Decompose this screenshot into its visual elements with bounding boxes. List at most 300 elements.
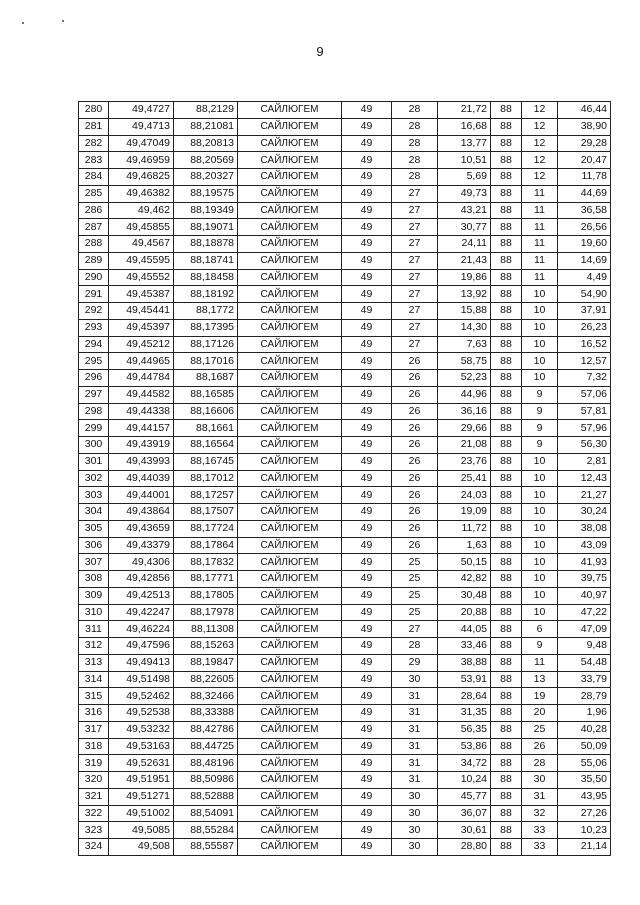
longitude-cell: 88,17126: [174, 336, 238, 353]
coordinates-table: [78, 101, 611, 856]
point-number-cell: 307: [79, 554, 109, 571]
lon-seconds-cell: 43,95: [558, 788, 611, 805]
place-name-cell: САЙЛЮГЕМ: [238, 118, 342, 135]
point-number-cell: 303: [79, 487, 109, 504]
table-row: [79, 604, 611, 621]
lon-degrees-cell: 88: [491, 755, 522, 772]
longitude-cell: 88,17805: [174, 587, 238, 604]
point-number-cell: 280: [79, 102, 109, 119]
place-name-cell: САЙЛЮГЕМ: [238, 638, 342, 655]
lat-degrees-cell: 49: [342, 286, 392, 303]
latitude-cell: 49,52538: [109, 705, 174, 722]
lat-minutes-cell: 27: [392, 219, 438, 236]
place-name-cell: САЙЛЮГЕМ: [238, 487, 342, 504]
point-number-cell: 313: [79, 654, 109, 671]
lon-seconds-cell: 38,90: [558, 118, 611, 135]
lat-minutes-cell: 26: [392, 353, 438, 370]
place-name-cell: САЙЛЮГЕМ: [238, 788, 342, 805]
latitude-cell: 49,45552: [109, 269, 174, 286]
longitude-cell: 88,17507: [174, 504, 238, 521]
table-row: [79, 755, 611, 772]
place-name-cell: САЙЛЮГЕМ: [238, 353, 342, 370]
lon-seconds-cell: 38,08: [558, 520, 611, 537]
latitude-cell: 49,5085: [109, 822, 174, 839]
lon-degrees-cell: 88: [491, 219, 522, 236]
point-number-cell: 301: [79, 453, 109, 470]
latitude-cell: 49,45397: [109, 319, 174, 336]
point-number-cell: 316: [79, 705, 109, 722]
longitude-cell: 88,17395: [174, 319, 238, 336]
lat-minutes-cell: 30: [392, 822, 438, 839]
lon-minutes-cell: 11: [522, 654, 558, 671]
lon-degrees-cell: 88: [491, 236, 522, 253]
lat-seconds-cell: 19,86: [438, 269, 491, 286]
latitude-cell: 49,47596: [109, 638, 174, 655]
lat-seconds-cell: 28,80: [438, 839, 491, 856]
table-row: [79, 386, 611, 403]
lon-degrees-cell: 88: [491, 370, 522, 387]
lon-degrees-cell: 88: [491, 487, 522, 504]
table-row: [79, 303, 611, 320]
lat-seconds-cell: 53,86: [438, 738, 491, 755]
lat-degrees-cell: 49: [342, 654, 392, 671]
lat-seconds-cell: 14,30: [438, 319, 491, 336]
lat-minutes-cell: 31: [392, 772, 438, 789]
point-number-cell: 287: [79, 219, 109, 236]
lat-seconds-cell: 58,75: [438, 353, 491, 370]
lat-minutes-cell: 26: [392, 504, 438, 521]
lat-minutes-cell: 25: [392, 604, 438, 621]
lat-seconds-cell: 21,72: [438, 102, 491, 119]
place-name-cell: САЙЛЮГЕМ: [238, 303, 342, 320]
table-row: [79, 269, 611, 286]
lon-minutes-cell: 10: [522, 470, 558, 487]
lat-seconds-cell: 24,11: [438, 236, 491, 253]
lon-seconds-cell: 55,06: [558, 755, 611, 772]
lon-seconds-cell: 12,43: [558, 470, 611, 487]
longitude-cell: 88,1687: [174, 370, 238, 387]
lat-seconds-cell: 38,88: [438, 654, 491, 671]
lon-minutes-cell: 12: [522, 102, 558, 119]
longitude-cell: 88,16585: [174, 386, 238, 403]
point-number-cell: 290: [79, 269, 109, 286]
place-name-cell: САЙЛЮГЕМ: [238, 738, 342, 755]
lat-seconds-cell: 15,88: [438, 303, 491, 320]
lon-seconds-cell: 1,96: [558, 705, 611, 722]
lat-degrees-cell: 49: [342, 319, 392, 336]
lat-minutes-cell: 26: [392, 453, 438, 470]
table-row: [79, 102, 611, 119]
table-row: [79, 470, 611, 487]
lon-minutes-cell: 9: [522, 420, 558, 437]
lon-seconds-cell: 10,23: [558, 822, 611, 839]
lat-seconds-cell: 11,72: [438, 520, 491, 537]
lat-degrees-cell: 49: [342, 621, 392, 638]
latitude-cell: 49,52462: [109, 688, 174, 705]
lat-degrees-cell: 49: [342, 420, 392, 437]
place-name-cell: САЙЛЮГЕМ: [238, 571, 342, 588]
latitude-cell: 49,42247: [109, 604, 174, 621]
point-number-cell: 317: [79, 721, 109, 738]
lat-seconds-cell: 45,77: [438, 788, 491, 805]
place-name-cell: САЙЛЮГЕМ: [238, 671, 342, 688]
lat-minutes-cell: 25: [392, 554, 438, 571]
point-number-cell: 305: [79, 520, 109, 537]
table-row: [79, 135, 611, 152]
table-row: [79, 654, 611, 671]
point-number-cell: 286: [79, 202, 109, 219]
lon-degrees-cell: 88: [491, 738, 522, 755]
lon-degrees-cell: 88: [491, 437, 522, 454]
point-number-cell: 283: [79, 152, 109, 169]
longitude-cell: 88,55284: [174, 822, 238, 839]
lon-degrees-cell: 88: [491, 705, 522, 722]
lon-seconds-cell: 40,97: [558, 587, 611, 604]
lon-degrees-cell: 88: [491, 118, 522, 135]
point-number-cell: 281: [79, 118, 109, 135]
lon-minutes-cell: 19: [522, 688, 558, 705]
table-row: [79, 185, 611, 202]
lat-seconds-cell: 36,07: [438, 805, 491, 822]
longitude-cell: 88,17257: [174, 487, 238, 504]
lat-seconds-cell: 24,03: [438, 487, 491, 504]
place-name-cell: САЙЛЮГЕМ: [238, 135, 342, 152]
lat-minutes-cell: 30: [392, 671, 438, 688]
lon-minutes-cell: 10: [522, 520, 558, 537]
lon-minutes-cell: 12: [522, 152, 558, 169]
place-name-cell: САЙЛЮГЕМ: [238, 102, 342, 119]
point-number-cell: 315: [79, 688, 109, 705]
lon-seconds-cell: 41,93: [558, 554, 611, 571]
lat-seconds-cell: 29,66: [438, 420, 491, 437]
table-row: [79, 403, 611, 420]
point-number-cell: 318: [79, 738, 109, 755]
table-row: [79, 520, 611, 537]
place-name-cell: САЙЛЮГЕМ: [238, 805, 342, 822]
lon-minutes-cell: 10: [522, 587, 558, 604]
lon-degrees-cell: 88: [491, 453, 522, 470]
lon-degrees-cell: 88: [491, 169, 522, 186]
lon-seconds-cell: 36,58: [558, 202, 611, 219]
lat-minutes-cell: 31: [392, 705, 438, 722]
lon-minutes-cell: 9: [522, 437, 558, 454]
point-number-cell: 321: [79, 788, 109, 805]
longitude-cell: 88,19349: [174, 202, 238, 219]
table-row: [79, 252, 611, 269]
lat-minutes-cell: 26: [392, 386, 438, 403]
lat-seconds-cell: 31,35: [438, 705, 491, 722]
lat-seconds-cell: 5,69: [438, 169, 491, 186]
lon-minutes-cell: 33: [522, 822, 558, 839]
lon-seconds-cell: 35,50: [558, 772, 611, 789]
longitude-cell: 88,32466: [174, 688, 238, 705]
lat-minutes-cell: 25: [392, 587, 438, 604]
lon-minutes-cell: 33: [522, 839, 558, 856]
lon-seconds-cell: 19,60: [558, 236, 611, 253]
point-number-cell: 294: [79, 336, 109, 353]
place-name-cell: САЙЛЮГЕМ: [238, 755, 342, 772]
latitude-cell: 49,43659: [109, 520, 174, 537]
longitude-cell: 88,52888: [174, 788, 238, 805]
lat-minutes-cell: 28: [392, 118, 438, 135]
lon-minutes-cell: 12: [522, 169, 558, 186]
point-number-cell: 302: [79, 470, 109, 487]
lon-degrees-cell: 88: [491, 102, 522, 119]
longitude-cell: 88,18192: [174, 286, 238, 303]
lat-seconds-cell: 30,61: [438, 822, 491, 839]
lon-degrees-cell: 88: [491, 420, 522, 437]
lat-minutes-cell: 30: [392, 839, 438, 856]
latitude-cell: 49,52631: [109, 755, 174, 772]
longitude-cell: 88,50986: [174, 772, 238, 789]
latitude-cell: 49,508: [109, 839, 174, 856]
latitude-cell: 49,462: [109, 202, 174, 219]
lat-minutes-cell: 27: [392, 286, 438, 303]
lat-minutes-cell: 27: [392, 252, 438, 269]
latitude-cell: 49,43379: [109, 537, 174, 554]
lat-seconds-cell: 7,63: [438, 336, 491, 353]
table-row: [79, 587, 611, 604]
lon-degrees-cell: 88: [491, 571, 522, 588]
lon-minutes-cell: 10: [522, 319, 558, 336]
lon-degrees-cell: 88: [491, 788, 522, 805]
lat-seconds-cell: 21,08: [438, 437, 491, 454]
lon-minutes-cell: 25: [522, 721, 558, 738]
lat-seconds-cell: 20,88: [438, 604, 491, 621]
lon-degrees-cell: 88: [491, 537, 522, 554]
lon-degrees-cell: 88: [491, 319, 522, 336]
point-number-cell: 292: [79, 303, 109, 320]
lon-seconds-cell: 44,69: [558, 185, 611, 202]
place-name-cell: САЙЛЮГЕМ: [238, 420, 342, 437]
lon-minutes-cell: 11: [522, 219, 558, 236]
lon-degrees-cell: 88: [491, 353, 522, 370]
lat-seconds-cell: 10,24: [438, 772, 491, 789]
table-row: [79, 504, 611, 521]
latitude-cell: 49,51271: [109, 788, 174, 805]
lon-minutes-cell: 11: [522, 252, 558, 269]
table-row: [79, 336, 611, 353]
lon-seconds-cell: 50,09: [558, 738, 611, 755]
lon-minutes-cell: 12: [522, 118, 558, 135]
latitude-cell: 49,49413: [109, 654, 174, 671]
place-name-cell: САЙЛЮГЕМ: [238, 386, 342, 403]
place-name-cell: САЙЛЮГЕМ: [238, 437, 342, 454]
lon-seconds-cell: 43,09: [558, 537, 611, 554]
place-name-cell: САЙЛЮГЕМ: [238, 370, 342, 387]
lat-seconds-cell: 50,15: [438, 554, 491, 571]
lat-degrees-cell: 49: [342, 554, 392, 571]
lat-degrees-cell: 49: [342, 102, 392, 119]
lat-degrees-cell: 49: [342, 386, 392, 403]
table-row: [79, 370, 611, 387]
lat-degrees-cell: 49: [342, 772, 392, 789]
lat-minutes-cell: 31: [392, 688, 438, 705]
lon-seconds-cell: 21,27: [558, 487, 611, 504]
lon-seconds-cell: 47,09: [558, 621, 611, 638]
lat-seconds-cell: 19,09: [438, 504, 491, 521]
lat-degrees-cell: 49: [342, 269, 392, 286]
lat-degrees-cell: 49: [342, 638, 392, 655]
longitude-cell: 88,2129: [174, 102, 238, 119]
lat-degrees-cell: 49: [342, 571, 392, 588]
lat-degrees-cell: 49: [342, 169, 392, 186]
lat-seconds-cell: 44,96: [438, 386, 491, 403]
lat-degrees-cell: 49: [342, 822, 392, 839]
table-row: [79, 353, 611, 370]
lon-degrees-cell: 88: [491, 185, 522, 202]
lat-seconds-cell: 49,73: [438, 185, 491, 202]
table-row: [79, 638, 611, 655]
lon-minutes-cell: 9: [522, 638, 558, 655]
place-name-cell: САЙЛЮГЕМ: [238, 269, 342, 286]
lat-minutes-cell: 25: [392, 571, 438, 588]
lat-minutes-cell: 28: [392, 169, 438, 186]
lon-degrees-cell: 88: [491, 822, 522, 839]
place-name-cell: САЙЛЮГЕМ: [238, 587, 342, 604]
latitude-cell: 49,44039: [109, 470, 174, 487]
place-name-cell: САЙЛЮГЕМ: [238, 654, 342, 671]
place-name-cell: САЙЛЮГЕМ: [238, 286, 342, 303]
lon-seconds-cell: 2,81: [558, 453, 611, 470]
table-row: [79, 286, 611, 303]
longitude-cell: 88,17016: [174, 353, 238, 370]
lon-minutes-cell: 31: [522, 788, 558, 805]
point-number-cell: 306: [79, 537, 109, 554]
lon-degrees-cell: 88: [491, 520, 522, 537]
table-row: [79, 738, 611, 755]
lat-seconds-cell: 21,43: [438, 252, 491, 269]
lon-minutes-cell: 10: [522, 571, 558, 588]
point-number-cell: 299: [79, 420, 109, 437]
latitude-cell: 49,45595: [109, 252, 174, 269]
lon-degrees-cell: 88: [491, 403, 522, 420]
lat-seconds-cell: 44,05: [438, 621, 491, 638]
point-number-cell: 293: [79, 319, 109, 336]
point-number-cell: 300: [79, 437, 109, 454]
table-row: [79, 202, 611, 219]
lat-degrees-cell: 49: [342, 353, 392, 370]
place-name-cell: САЙЛЮГЕМ: [238, 152, 342, 169]
latitude-cell: 49,45855: [109, 219, 174, 236]
lon-seconds-cell: 27,26: [558, 805, 611, 822]
lon-degrees-cell: 88: [491, 252, 522, 269]
longitude-cell: 88,16606: [174, 403, 238, 420]
table-row: [79, 487, 611, 504]
lat-degrees-cell: 49: [342, 303, 392, 320]
lon-minutes-cell: 26: [522, 738, 558, 755]
latitude-cell: 49,53232: [109, 721, 174, 738]
point-number-cell: 322: [79, 805, 109, 822]
latitude-cell: 49,45387: [109, 286, 174, 303]
lat-degrees-cell: 49: [342, 487, 392, 504]
place-name-cell: САЙЛЮГЕМ: [238, 604, 342, 621]
lon-minutes-cell: 6: [522, 621, 558, 638]
lat-degrees-cell: 49: [342, 453, 392, 470]
point-number-cell: 291: [79, 286, 109, 303]
longitude-cell: 88,18878: [174, 236, 238, 253]
lat-degrees-cell: 49: [342, 202, 392, 219]
lon-degrees-cell: 88: [491, 554, 522, 571]
lon-minutes-cell: 28: [522, 755, 558, 772]
lat-degrees-cell: 49: [342, 152, 392, 169]
lon-seconds-cell: 12,57: [558, 353, 611, 370]
lat-seconds-cell: 53,91: [438, 671, 491, 688]
table-row: [79, 571, 611, 588]
latitude-cell: 49,44582: [109, 386, 174, 403]
lon-minutes-cell: 10: [522, 554, 558, 571]
point-number-cell: 320: [79, 772, 109, 789]
point-number-cell: 285: [79, 185, 109, 202]
lon-minutes-cell: 11: [522, 202, 558, 219]
lon-degrees-cell: 88: [491, 587, 522, 604]
lat-minutes-cell: 28: [392, 638, 438, 655]
point-number-cell: 314: [79, 671, 109, 688]
page-number: 9: [316, 44, 324, 59]
lon-minutes-cell: 30: [522, 772, 558, 789]
lat-degrees-cell: 49: [342, 336, 392, 353]
latitude-cell: 49,44784: [109, 370, 174, 387]
longitude-cell: 88,1772: [174, 303, 238, 320]
lon-degrees-cell: 88: [491, 269, 522, 286]
lon-minutes-cell: 10: [522, 537, 558, 554]
lon-seconds-cell: 21,14: [558, 839, 611, 856]
lon-minutes-cell: 10: [522, 504, 558, 521]
lon-minutes-cell: 9: [522, 403, 558, 420]
table-row: [79, 118, 611, 135]
latitude-cell: 49,45441: [109, 303, 174, 320]
latitude-cell: 49,47049: [109, 135, 174, 152]
longitude-cell: 88,42786: [174, 721, 238, 738]
lon-minutes-cell: 10: [522, 336, 558, 353]
table-row: [79, 152, 611, 169]
lat-degrees-cell: 49: [342, 839, 392, 856]
latitude-cell: 49,46825: [109, 169, 174, 186]
lon-seconds-cell: 26,56: [558, 219, 611, 236]
lat-minutes-cell: 28: [392, 102, 438, 119]
lon-seconds-cell: 11,78: [558, 169, 611, 186]
latitude-cell: 49,4306: [109, 554, 174, 571]
place-name-cell: САЙЛЮГЕМ: [238, 219, 342, 236]
lat-degrees-cell: 49: [342, 118, 392, 135]
lat-minutes-cell: 26: [392, 470, 438, 487]
lat-seconds-cell: 1,63: [438, 537, 491, 554]
lat-degrees-cell: 49: [342, 755, 392, 772]
place-name-cell: САЙЛЮГЕМ: [238, 621, 342, 638]
latitude-cell: 49,53163: [109, 738, 174, 755]
lat-seconds-cell: 42,82: [438, 571, 491, 588]
latitude-cell: 49,42513: [109, 587, 174, 604]
lat-degrees-cell: 49: [342, 738, 392, 755]
lon-minutes-cell: 9: [522, 386, 558, 403]
lat-minutes-cell: 31: [392, 755, 438, 772]
lat-seconds-cell: 25,41: [438, 470, 491, 487]
lon-minutes-cell: 10: [522, 604, 558, 621]
lon-seconds-cell: 20,47: [558, 152, 611, 169]
table-row: [79, 319, 611, 336]
table-row: [79, 437, 611, 454]
lat-degrees-cell: 49: [342, 470, 392, 487]
lon-seconds-cell: 54,90: [558, 286, 611, 303]
longitude-cell: 88,20327: [174, 169, 238, 186]
lat-degrees-cell: 49: [342, 721, 392, 738]
lat-seconds-cell: 16,68: [438, 118, 491, 135]
lon-minutes-cell: 12: [522, 135, 558, 152]
point-number-cell: 309: [79, 587, 109, 604]
lon-degrees-cell: 88: [491, 621, 522, 638]
lon-seconds-cell: 14,69: [558, 252, 611, 269]
lat-minutes-cell: 26: [392, 520, 438, 537]
